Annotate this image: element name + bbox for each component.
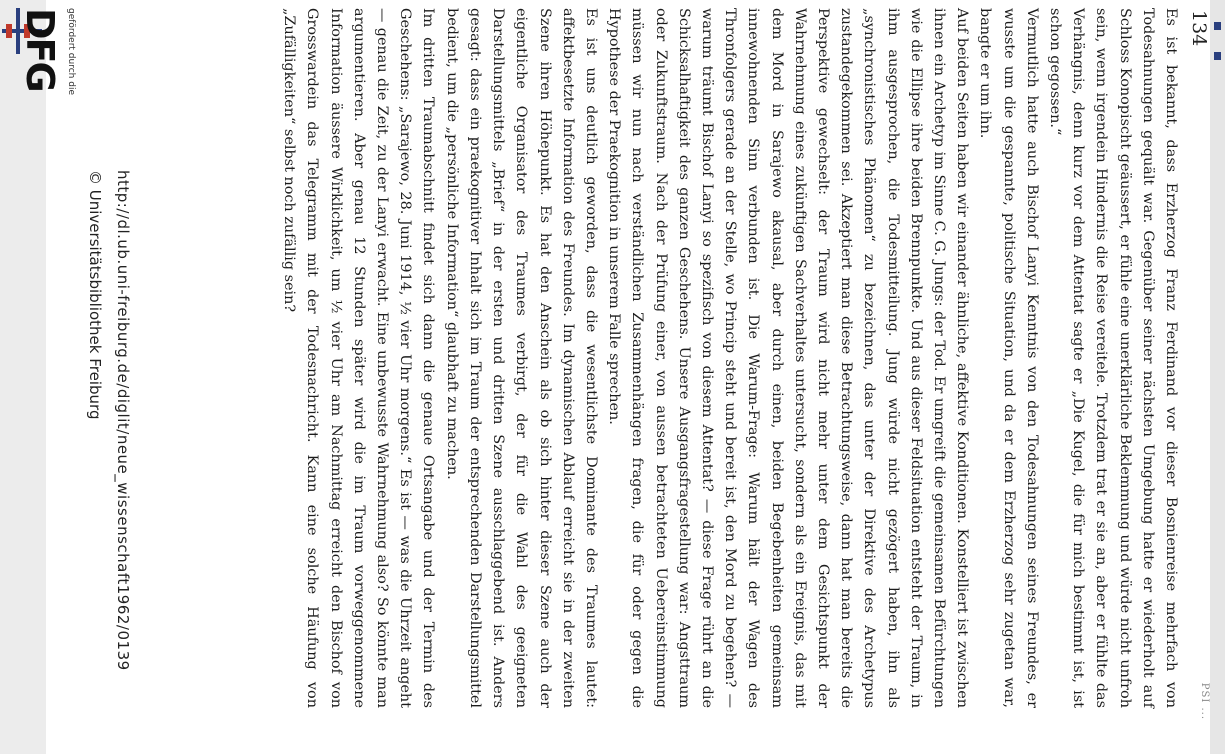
running-header: PSI ... (1199, 682, 1210, 720)
paragraph-4: Es ist uns deutlich geworden, dass die wesentlichste Dominante des Traumes lautet: affektbesetzte Information des Freundes. Im dynamischen Ablauf erreicht sie in der zweiten Szene ihren Höhepunkt. Es hat den Anschein als ob sich hinter dieser Szene auch der eigentliche Organisator des Traumes verbirgt, der für die Wahl des geeigneten Darstellungsmittels „Brief“ in der ersten und dritten Szene ausschlaggebend ist. Anders gesagt: dass ein praekognitiver Inhalt sich im Traum der entsprechenden Darstellungsmittel bedient, um die „persönliche Information“ glaubhaft zu machen. (443, 8, 599, 708)
funder-caption: gefördert durch die (66, 8, 76, 95)
footer-content (18, 0, 170, 754)
funder-logo: DFG (18, 8, 62, 91)
body-text (277, 8, 1182, 708)
page-footer (0, 0, 170, 754)
scanned-page (170, 0, 1210, 754)
page-content (190, 0, 1210, 720)
copyright-text: © Universitätsbibliothek Freiburg (86, 170, 104, 420)
paragraph-1: Es ist bekannt, dass Erzherzog Franz Ferdinand vor dieser Bosnienreise mehrfach von Todesahnungen gequält war. Gegenüber seiner nächsten Umgebung hatte er wiederholt auf Schloss Konopischt geäussert, er fühle eine unerklärliche Beklemmung und würde nicht unfroh sein, wenn irgendein Hindernis die Reise vereitele. Trotzdem trat er sie an, aber er fühlte das Verhängnis, denn kurz vor dem Attentat sagte er „Die Kugel, die für mich bestimmt ist, ist schon gegossen.“ (1046, 8, 1179, 708)
right-margin-strip (1210, 0, 1225, 754)
page-number: 134 (1188, 10, 1210, 47)
paragraph-3: Auf beiden Seiten haben wir einander ähnliche, affektive Konditionen. Konstelliert ist zwischen ihnen ein Archetyp im Sinne C. G. Jungs: der Tod. Er umgreift die gemeinsamen Befürchtungen wie die Ellipse ihre beiden Brennpunkte. Und aus dieser Feldsituation entsteht der Traum, in ihm ausgesprochen, die Todesmitteilung. Jung würde nicht gezögert haben, ihn als „synchronistisches Phänomen“ zu bezeichnen, das unter der Direktive des Archetypus zustandegekommen sei. Akzeptiert man diese Betrachtungsweise, dann hat man bereits die Perspektive gewechselt: der Traum wird nicht mehr unter dem Gesichtspunkt der Wahrnehmung eines zukünftigen Sachverhaltes untersucht, sondern als ein Ereignis, das mit dem Mord in Sarajewo akausal, aber durch einen, beiden Begebenheiten gemeinsam innewohnenden Sinn verbunden ist. Die Warum-Frage: Warum hält der Wagen des Thronfolgers gerade an der Stelle, wo Princip steht und bereit ist, den Mord zu begehen? — warum träumt Bischof Lanyi so spezifisch von diesem Attentat? — diese Frage rührt an die Schicksalhaftigkeit des ganzen Geschehens. Unsere Ausgangsfragestellung war: Angsttraum oder Zukunftstraum. Nach der Prüfung einer, von aussen betrachteten Uebereinstimmung müssen wir nun nach verständlichen Zusammenhängen fragen, die für oder gegen die Hypothese der Praekognition in unserem Falle sprechen. (606, 8, 971, 708)
source-url[interactable]: http://dl.ub.uni-freiburg.de/diglit/neue_wissenschaft1962/0139 (114, 170, 132, 671)
paragraph-2: Vermutlich hatte auch Bischof Lanyi Kenntnis von den Todesahnungen seines Freundes, er wusste um die gespannte, politische Situation, und da er dem Erzherzog sehr zugetan war, bangte er um ihn. (977, 8, 1040, 708)
paragraph-5: Im dritten Traumabschnitt findet sich dann die genaue Ortsangabe und der Termin des Geschehens: „Sarajewo, 28. Juni 1914, ½ vier Uhr morgens.“ Es ist — was die Uhrzeit angeht — genau die Zeit, zu der Lanyi erwacht. Eine unbewusste Wahrnehmung also? So könnte man argumentieren. Aber genau 12 Stunden später wird die im Traum vorweggenommene Information äussere Wirklichkeit, um ½ vier Uhr am Nachmittag erreicht den Bischof von Grosswardein das Telegramm mit der Todesnachricht. Kann eine solche Häufung von „Zufälligkeiten“ selbst noch zufällig sein? (281, 8, 437, 708)
dfg-logo-icon (0, 0, 120, 110)
